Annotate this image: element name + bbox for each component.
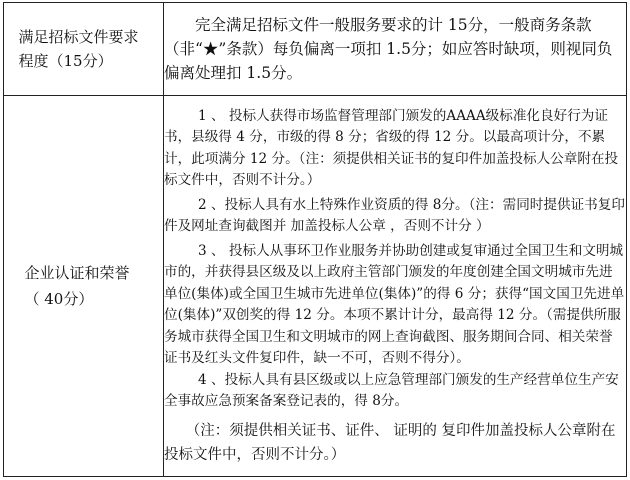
- criterion-paragraph: 4 、投标人具有县区级或以上应急管理部门颁发的生产经营单位生产安全事故应急预案备案登记表的，得 8分。: [164, 371, 619, 409]
- criterion-label: 满足招标文件要求程度（15分）: [18, 28, 139, 70]
- criterion-paragraph: 完全满足招标文件一般服务要求的计 15分，一般商务条款（非“★”条款）每负偏离一项扣 1.5分；如应答时缺项，则视同负偏离处理扣 1.5分。: [164, 16, 613, 82]
- criterion-paragraph: 2 、投标人具有水上特殊作业资质的得 8分。（注：需同时提供证书复印件及网址查询截图并 加盖投标人公章 ，否则不计分 ）: [164, 196, 625, 234]
- criterion-paragraph: 1 、 投标人获得市场监督管理部门颁发的AAAA级标准化良好行为证书，县级得 4 分，市级的得 8 分；省级的得 12 分。以最高项计分，不累计，此项满分 12 分。（注：须提供相关证书的复印件加盖投标人公章附在投标文件中，否则不计分。）: [164, 107, 619, 188]
- criterion-label-cell: [4, 96, 164, 477]
- table-row: [4, 3, 627, 96]
- criterion-content-cell: [164, 96, 627, 477]
- criterion-content-cell: [164, 3, 627, 96]
- criterion-label: 企业认证和荣誉（ 40分）: [24, 264, 130, 308]
- criterion-label-cell: [4, 3, 164, 96]
- criterion-paragraph: 3 、 投标人从事环卫作业服务并协助创建或复审通过全国卫生和文明城市的，并获得县区级及以上政府主管部门颁发的年度创建全国文明城市先进单位(集体)或全国卫生城市先进单位(集体)”的得 6 分；获得“国文国卫先进单位(集体)”双创奖的得 12 分。本项不累计计分，最高得 12 分。（需提供所服务城市获得全国卫生和文明城市的网上查询截图、服务期间合同、相关荣誉证书及红头文件复印件，缺一不可，否则不得分）。: [164, 242, 625, 366]
- table-row: [4, 96, 627, 477]
- criterion-paragraph: （注：须提供相关证书、证件、 证明的 复印件加盖投标人公章附在投标文件中，否则不计分。）: [164, 422, 616, 463]
- scoring-table: [3, 2, 627, 477]
